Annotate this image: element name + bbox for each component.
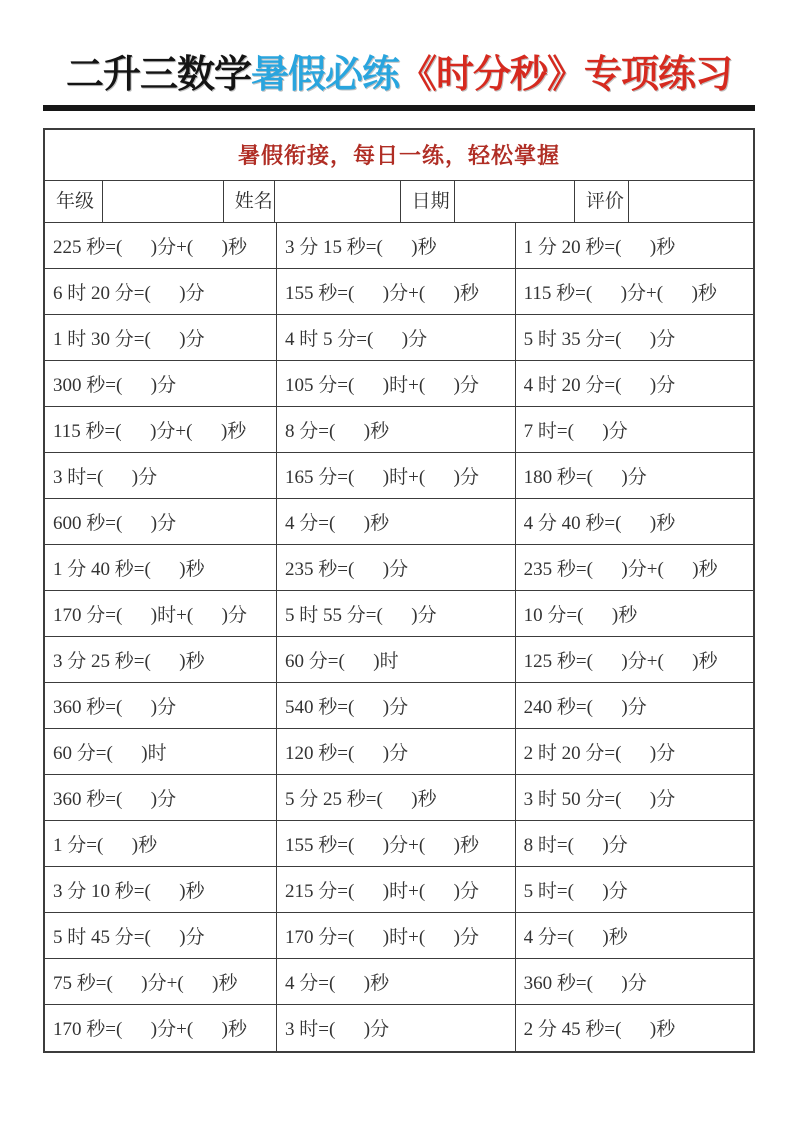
title-double-underline: [43, 105, 755, 111]
problem-row: [45, 683, 753, 729]
problem-cell: 120 秒=( )分: [277, 729, 516, 775]
problem-cell: 1 分 20 秒=( )秒: [515, 223, 753, 269]
problem-cell: 225 秒=( )分+( )秒: [45, 223, 277, 269]
problem-cell: 3 分 15 秒=( )秒: [277, 223, 516, 269]
page-title: [43, 52, 755, 100]
problem-cell: 4 分=( )秒: [515, 913, 753, 959]
problem-cell: 3 时=( )分: [45, 453, 277, 499]
problem-cell: 215 分=( )时+( )分: [277, 867, 516, 913]
name-label: 姓名: [223, 181, 274, 222]
problem-cell: 105 分=( )时+( )分: [277, 361, 516, 407]
problem-row: [45, 361, 753, 407]
problem-cell: 170 分=( )时+( )分: [277, 913, 516, 959]
title-segment-summer: 暑假必练: [250, 54, 399, 96]
problem-cell: 155 秒=( )分+( )秒: [277, 821, 516, 867]
problem-cell: 3 分 25 秒=( )秒: [45, 637, 277, 683]
date-label: 日期: [400, 181, 455, 222]
problem-cell: 165 分=( )时+( )分: [277, 453, 516, 499]
worksheet-table: [43, 128, 755, 1053]
problem-cell: 3 分 10 秒=( )秒: [45, 867, 277, 913]
problem-cell: 5 分 25 秒=( )秒: [277, 775, 516, 821]
problem-cell: 240 秒=( )分: [515, 683, 753, 729]
problem-cell: 600 秒=( )分: [45, 499, 277, 545]
problem-row: [45, 499, 753, 545]
rating-label: 评价: [574, 181, 629, 222]
problem-row: [45, 223, 753, 269]
problem-cell: 2 分 45 秒=( )秒: [515, 1005, 753, 1051]
problem-row: [45, 729, 753, 775]
problem-row: [45, 913, 753, 959]
problem-cell: 540 秒=( )分: [277, 683, 516, 729]
problem-cell: 360 秒=( )分: [515, 959, 753, 1005]
problem-cell: 170 秒=( )分+( )秒: [45, 1005, 277, 1051]
problem-cell: 60 分=( )时: [45, 729, 277, 775]
problem-cell: 115 秒=( )分+( )秒: [45, 407, 277, 453]
problem-row: [45, 867, 753, 913]
problem-row: [45, 315, 753, 361]
problem-cell: 155 秒=( )分+( )秒: [277, 269, 516, 315]
problem-cell: 75 秒=( )分+( )秒: [45, 959, 277, 1005]
problem-cell: 360 秒=( )分: [45, 775, 277, 821]
problem-cell: 7 时=( )分: [515, 407, 753, 453]
problems-grid: [45, 223, 753, 1051]
problem-cell: 4 分=( )秒: [277, 499, 516, 545]
problem-cell: 4 时 20 分=( )分: [515, 361, 753, 407]
problem-cell: 8 分=( )秒: [277, 407, 516, 453]
problem-cell: 8 时=( )分: [515, 821, 753, 867]
problem-row: [45, 775, 753, 821]
problem-cell: 10 分=( )秒: [515, 591, 753, 637]
problem-cell: 360 秒=( )分: [45, 683, 277, 729]
student-info-row: [45, 181, 753, 223]
problem-cell: 115 秒=( )分+( )秒: [515, 269, 753, 315]
problem-cell: 180 秒=( )分: [515, 453, 753, 499]
problem-row: [45, 545, 753, 591]
problem-cell: 5 时 35 分=( )分: [515, 315, 753, 361]
problem-row: [45, 269, 753, 315]
problem-row: [45, 959, 753, 1005]
problem-cell: 3 时 50 分=( )分: [515, 775, 753, 821]
grade-label: 年级: [56, 190, 95, 212]
banner-slogan: 暑假衔接，每日一练，轻松掌握: [45, 130, 753, 181]
problem-cell: 5 时=( )分: [515, 867, 753, 913]
problem-row: [45, 821, 753, 867]
problem-cell: 4 时 5 分=( )分: [277, 315, 516, 361]
problem-cell: 4 分=( )秒: [277, 959, 516, 1005]
problem-cell: 1 时 30 分=( )分: [45, 315, 277, 361]
problem-cell: 3 时=( )分: [277, 1005, 516, 1051]
problem-row: [45, 407, 753, 453]
name-field: [274, 181, 400, 222]
problem-cell: 170 分=( )时+( )分: [45, 591, 277, 637]
problem-cell: 60 分=( )时: [277, 637, 516, 683]
date-field: [454, 181, 574, 222]
problem-row: [45, 453, 753, 499]
problem-cell: 1 分 40 秒=( )秒: [45, 545, 277, 591]
problem-row: [45, 637, 753, 683]
problem-cell: 5 时 55 分=( )分: [277, 591, 516, 637]
problem-cell: 4 分 40 秒=( )秒: [515, 499, 753, 545]
problems-grid-body: [45, 223, 753, 1051]
title-segment-topic: 《时分秒》: [399, 54, 585, 96]
problem-cell: 1 分=( )秒: [45, 821, 277, 867]
problem-row: [45, 1005, 753, 1051]
problem-cell: 5 时 45 分=( )分: [45, 913, 277, 959]
problem-cell: 6 时 20 分=( )分: [45, 269, 277, 315]
rating-field: [628, 181, 753, 222]
problem-cell: 235 秒=( )分+( )秒: [515, 545, 753, 591]
problem-row: [45, 591, 753, 637]
grade-field: [102, 181, 223, 222]
problem-cell: 300 秒=( )分: [45, 361, 277, 407]
problem-cell: 235 秒=( )分: [277, 545, 516, 591]
problem-cell: 2 时 20 分=( )分: [515, 729, 753, 775]
title-segment-grade: 二升三数学: [65, 54, 251, 96]
problem-cell: 125 秒=( )分+( )秒: [515, 637, 753, 683]
title-segment-practice: 专项练习: [584, 54, 733, 96]
